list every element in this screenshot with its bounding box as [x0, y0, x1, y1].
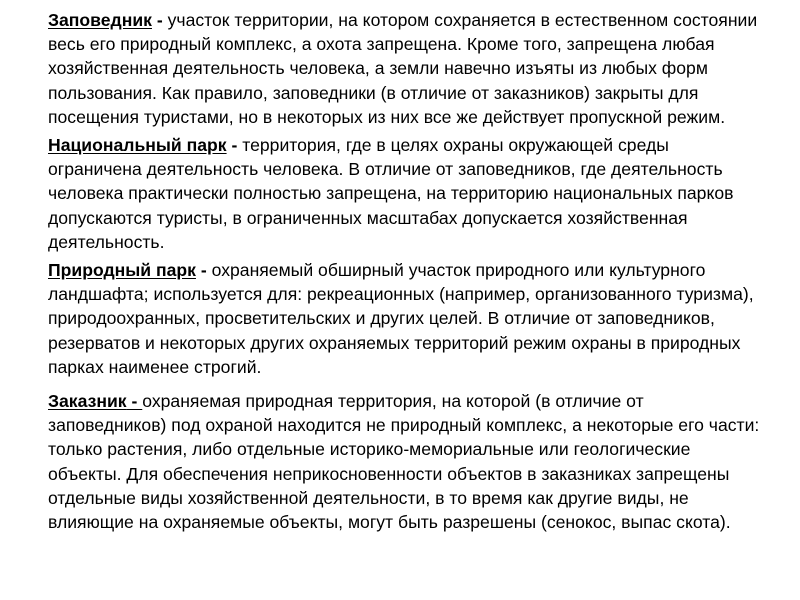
term-separator: -: [151, 10, 168, 30]
term-zakaznik: Заказник: [48, 391, 127, 412]
definition-national-park: [48, 133, 760, 254]
term-zapovednik: Заповедник: [48, 10, 152, 30]
term-nature-park: Природный парк: [48, 260, 196, 281]
term-national-park: Национальный парк: [48, 135, 227, 156]
term-separator: -: [226, 135, 243, 156]
definition-text: охраняемая природная территория, на которой (в отличие от заповедников) под охраной находится не природный комплекс, а некоторые его части: только растения, либо отдельные историко-мемориальные или геологические объекты. Для обеспечения неприкосновенности объектов в заказниках запрещены отдельные виды хозяйственной деятельности, в то время как другие виды, не влияющие на охраняемые объекты, могут быть разрешены (сенокос, выпас скота).: [48, 391, 760, 533]
definition-text: охраняемый обширный участок природного или культурного ландшафта; используется для: рекреационных (например, организованного туризма), природоохранных, просветительских и других целей. В отличие от заповедников, резерватов и некоторых других охраняемых территорий режим охраны в природных парках наименее строгий.: [48, 260, 754, 377]
document-body: [48, 8, 760, 538]
definition-nature-park: [48, 258, 760, 379]
definition-zapovednik: [48, 8, 760, 129]
term-separator: -: [126, 391, 143, 412]
definition-text: участок территории, на котором сохраняется в естественном состоянии весь его природный комплекс, а охота запрещена. Кроме того, запрещена любая хозяйственная деятельность человека, а земли навечно изъяты из любых форм пользования. Как правило, заповедники (в отличие от заказников) закрыты для посещения туристами, но в некоторых из них все же действует пропускной режим.: [48, 10, 758, 127]
term-separator: -: [195, 260, 212, 281]
definition-text: территория, где в целях охраны окружающей среды ограничена деятельность человека. В отличие от заповедников, где деятельность человека практически полностью запрещена, на территорию национальных парков допускаются туристы, в ограниченных масштабах допускается хозяйственная деятельность.: [48, 135, 734, 252]
definition-zakaznik: [48, 389, 760, 534]
